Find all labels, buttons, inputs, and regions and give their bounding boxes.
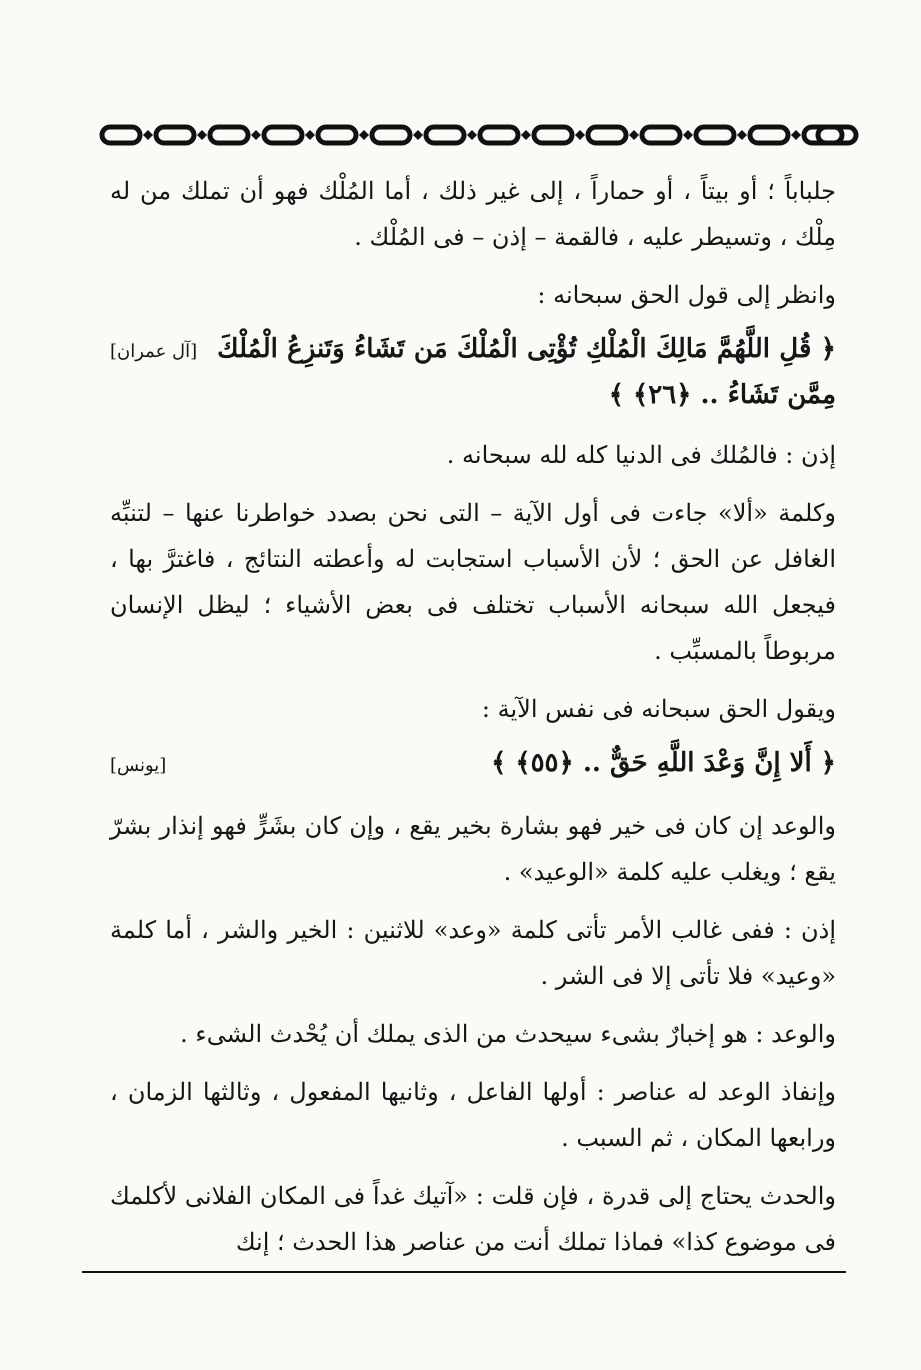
chain-link	[426, 127, 464, 143]
chain-link	[210, 127, 248, 143]
paragraph-9: وإنفاذ الوعد له عناصر : أولها الفاعل ، وثانيها المفعول ، وثالثها الزمان ، ورابعها المكان ، ثم السبب .	[110, 1078, 836, 1152]
page-body	[110, 168, 836, 1277]
chain-link	[102, 127, 140, 143]
chain-link	[534, 127, 572, 143]
paragraph-4: وكلمة «ألا» جاءت فى أول الآية – التى نحن بصدد خواطرنا عنها – لتنبِّه الغافل عن الحق ؛ لأن الأسباب استجابت له وأعطته النتائج ، فاغترَّ بها ، فيجعل الله سبحانه الأسباب تختلف فى بعض الأشياء ؛ ليظل الإنسان مربوطاً بالمسبِّب .	[110, 499, 836, 665]
chain-dot	[683, 130, 693, 140]
chain-dot	[575, 130, 585, 140]
chain-link	[156, 127, 194, 143]
chain-link	[696, 127, 734, 143]
chain-link	[318, 127, 356, 143]
chain-dot	[197, 130, 207, 140]
chain-dot	[737, 130, 747, 140]
footer-rule	[82, 1271, 846, 1273]
verse-text: ﴿ قُلِ اللَّهُمَّ مَالِكَ الْمُلْكِ تُؤْتِى الْمُلْكَ مَن تَشَاءُ وَتَنزِعُ الْمُلْكَ مِمَّن تَشَاءُ .. ﴿٢٦﴾ ﴾	[217, 334, 836, 410]
paragraph-8: والوعد : هو إخبارٌ بشىء سيحدث من الذى يملك أن يُحْدث الشىء .	[180, 1020, 836, 1048]
paragraph-1: جلباباً ؛ أو بيتاً ، أو حماراً ، إلى غير ذلك ، أما المُلْك فهو أن تملك من له مِلْك ، وتسيطر عليه ، فالقمة – إذن – فى المُلْك .	[110, 177, 836, 251]
chain-link	[372, 127, 410, 143]
chain-end-link	[818, 127, 856, 143]
chain-dot	[413, 130, 423, 140]
paragraph-7: إذن : ففى غالب الأمر تأتى كلمة «وعد» للاثنين : الخير والشر ، أما كلمة «وعيد» فلا تأتى إلا فى الشر .	[110, 916, 836, 990]
chain-dot	[467, 130, 477, 140]
chain-link	[588, 127, 626, 143]
chain-dot	[305, 130, 315, 140]
verse-reference: [آل عمران]	[110, 341, 198, 362]
chain-dot	[629, 130, 639, 140]
chain-dot	[521, 130, 531, 140]
paragraph-3: إذن : فالمُلك فى الدنيا كله لله سبحانه .	[446, 441, 836, 469]
quran-verse-yunus	[110, 740, 836, 789]
chain-link	[642, 127, 680, 143]
paragraph-2: وانظر إلى قول الحق سبحانه :	[537, 281, 836, 309]
chain-dot	[359, 130, 369, 140]
chain-dot	[251, 130, 261, 140]
quran-verse-ali-imran	[110, 326, 836, 418]
verse-text: ﴿ أَلا إِنَّ وَعْدَ اللَّهِ حَقٌّ .. ﴿٥٥﴾ ﴾	[491, 748, 836, 778]
paragraph-6: والوعد إن كان فى خير فهو بشارة بخير يقع ، وإن كان بشَرٍّ فهو إنذار بشرّ يقع ؛ ويغلب عليه كلمة «الوعيد» .	[110, 812, 836, 886]
chain-dot	[143, 130, 153, 140]
chain-link	[264, 127, 302, 143]
chain-link	[750, 127, 788, 143]
chain-link	[480, 127, 518, 143]
header-chain-ornament	[96, 118, 862, 152]
chain-dot	[791, 130, 801, 140]
paragraph-5: ويقول الحق سبحانه فى نفس الآية :	[481, 695, 836, 723]
verse-reference: [يونس]	[110, 755, 167, 776]
paragraph-10: والحدث يحتاج إلى قدرة ، فإن قلت : «آتيك غداً فى المكان الفلانى لأكلمك فى موضوع كذا» فماذا تملك أنت من عناصر هذا الحدث ؛ إنك	[110, 1182, 837, 1256]
